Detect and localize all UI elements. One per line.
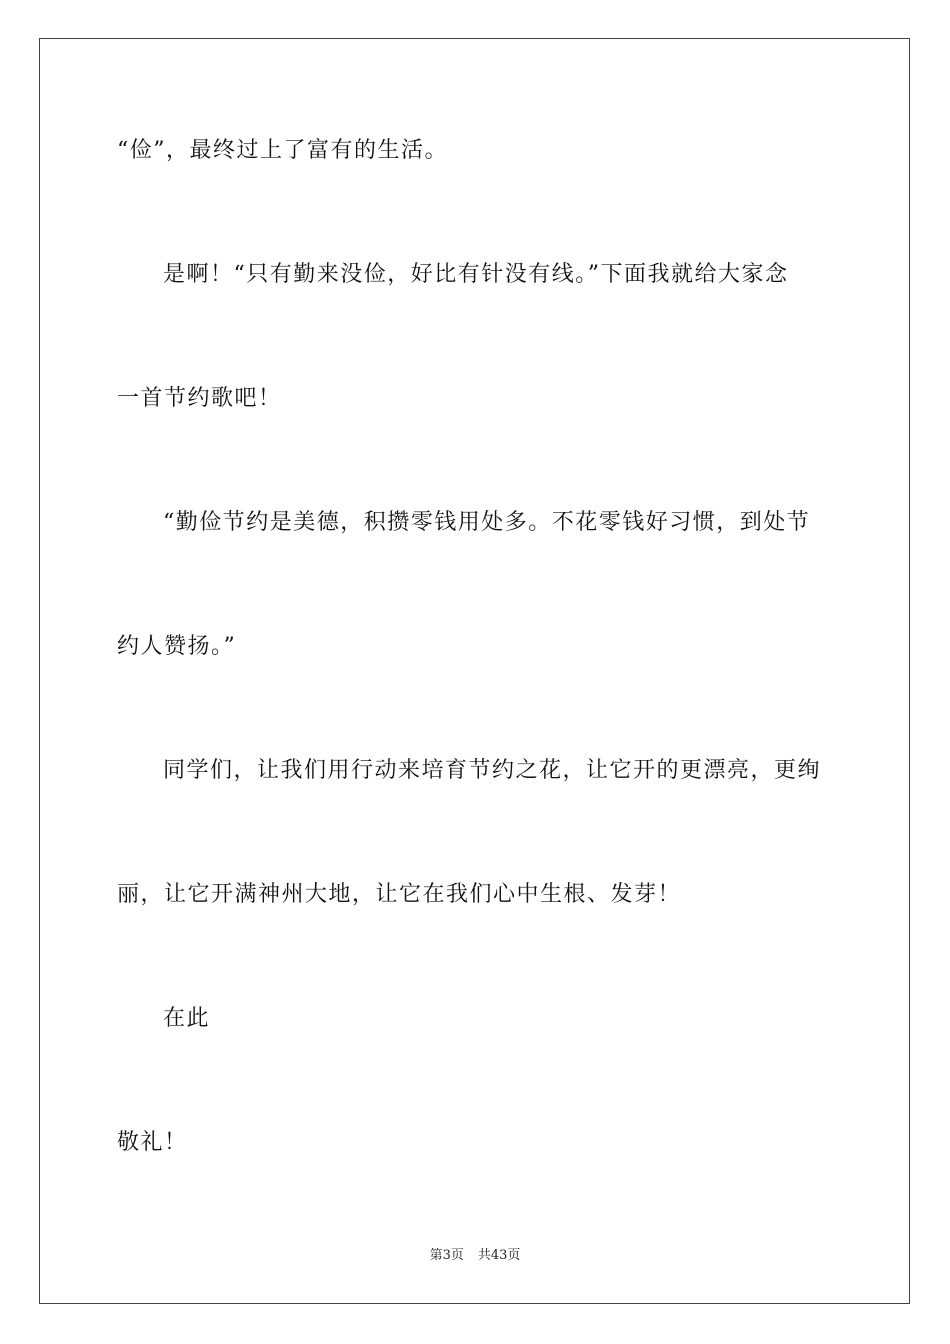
body-text-line: “勤俭节约是美德，积攒零钱用处多。不花零钱好习惯，到处节: [163, 510, 811, 535]
page-number: 第3页: [429, 1248, 464, 1263]
page-footer: [0, 1247, 950, 1265]
body-text-line: 同学们，让我们用行动来培育节约之花，让它开的更漂亮，更绚: [163, 758, 822, 783]
body-text-line: 在此: [163, 1006, 211, 1031]
body-text-line: “俭”，最终过上了富有的生活。: [117, 138, 448, 163]
closing-salutation: 敬礼！: [117, 1130, 188, 1155]
body-text-line: 约人赞扬。”: [117, 634, 237, 659]
page-frame: [39, 38, 910, 1304]
body-text-line: 是啊！“只有勤来没俭，好比有针没有线。”下面我就给大家念: [163, 262, 789, 287]
page-total: 共43页: [477, 1248, 521, 1263]
body-text-line: 一首节约歌吧！: [117, 386, 282, 411]
body-text-line: 丽，让它开满神州大地，让它在我们心中生根、发芽！: [117, 882, 682, 907]
